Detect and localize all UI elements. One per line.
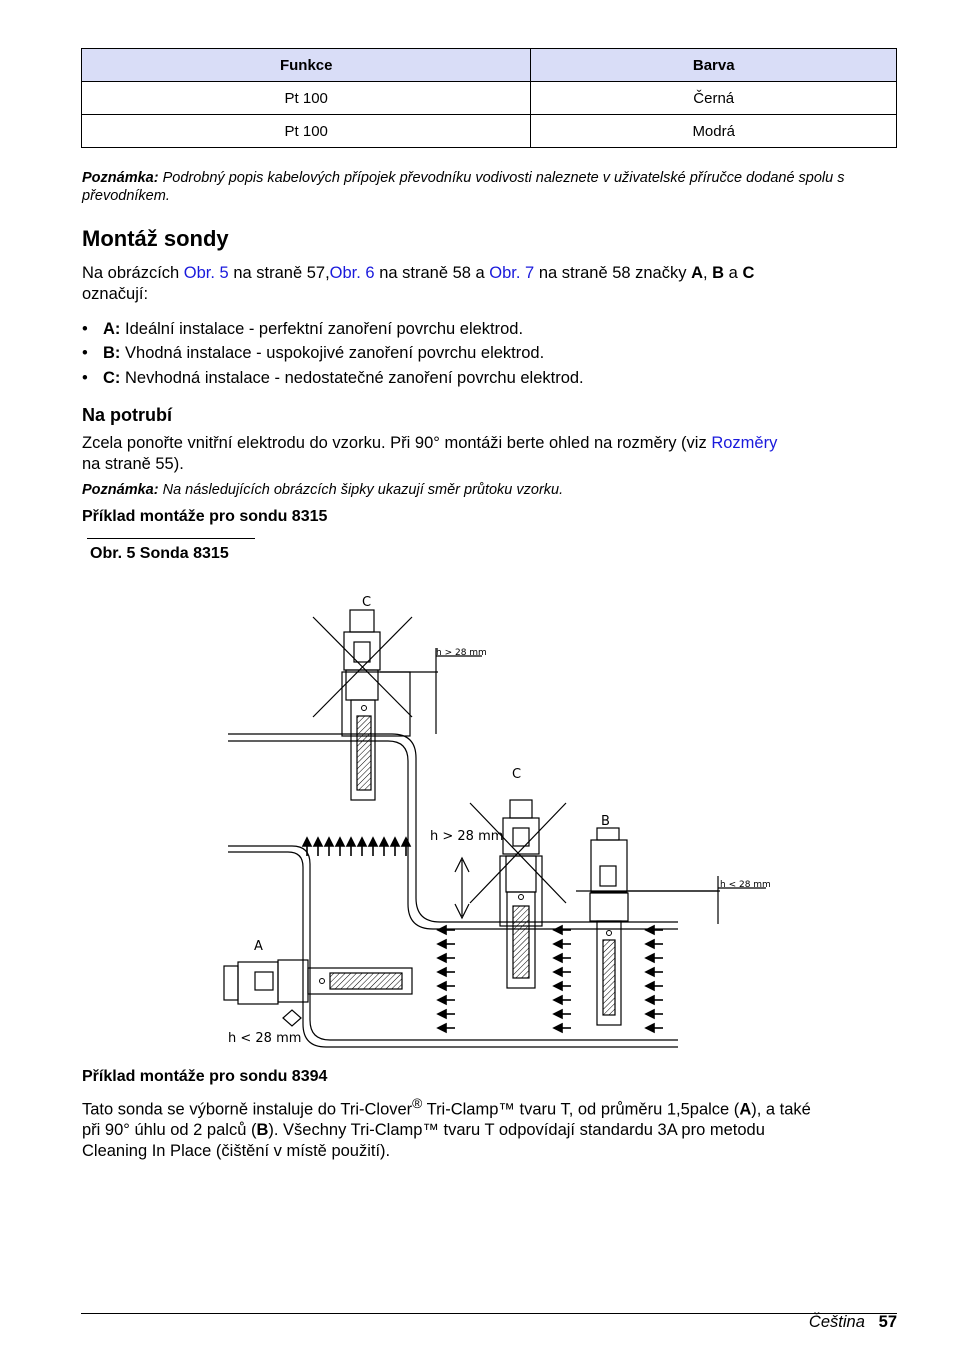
footer-rule bbox=[81, 1313, 897, 1314]
note-arrows bbox=[82, 481, 892, 499]
probe-b bbox=[590, 828, 766, 1025]
col-header-color: Barva bbox=[531, 49, 897, 82]
para-text: tvaru T, od průměru 1,5palce ( bbox=[514, 1100, 740, 1119]
pipe-wall bbox=[228, 846, 678, 1040]
para-text: ), a také bbox=[751, 1100, 811, 1119]
probe-c-top bbox=[313, 610, 482, 800]
trademark-mark: ™ bbox=[422, 1121, 439, 1139]
para-text: Tato sonda se výborně instaluje do Tri-Clover bbox=[82, 1100, 413, 1119]
intro-text: na straně 58 a bbox=[374, 264, 490, 282]
table-row bbox=[82, 82, 897, 115]
bullet-list bbox=[82, 320, 882, 393]
clamp-paragraph bbox=[82, 1094, 902, 1161]
flow-arrows-up bbox=[303, 838, 410, 856]
label-h-bottom: h < 28 mm bbox=[228, 1031, 302, 1046]
link-fig6[interactable]: Obr. 6 bbox=[329, 264, 375, 282]
mark-a: A bbox=[691, 264, 703, 282]
label-h-mid: h > 28 mm bbox=[430, 829, 504, 844]
example-heading-8394: Příklad montáže pro sondu 8394 bbox=[82, 1068, 328, 1085]
list-item bbox=[82, 369, 882, 393]
pipe-wall bbox=[228, 852, 678, 1047]
mark-a: A bbox=[739, 1100, 752, 1119]
label-a: A bbox=[254, 939, 263, 954]
mark-c: C bbox=[742, 264, 755, 282]
label-b: B bbox=[601, 814, 610, 829]
bullet-text: Nevhodná instalace - nedostatečné zanoření povrchu elektrod. bbox=[120, 368, 584, 387]
bullet-key: B: bbox=[103, 344, 121, 363]
example-heading-8315: Příklad montáže pro sondu 8315 bbox=[82, 508, 328, 525]
note-text: Podrobný popis kabelových přípojek převodníku vodivosti naleznete v uživatelské příručce dodané spolu s převodníkem. bbox=[82, 170, 845, 204]
bullet-dot: • bbox=[82, 320, 88, 338]
subsection-title: Na potrubí bbox=[82, 405, 172, 425]
para-text: tvaru T odpovídají standardu 3A pro metodu bbox=[438, 1121, 765, 1139]
col-header-function: Funkce bbox=[82, 49, 531, 82]
footer-language: Čeština bbox=[808, 1313, 865, 1331]
table-row bbox=[82, 115, 897, 148]
pipe-paragraph bbox=[82, 433, 882, 474]
label-h-top: h > 28 mm bbox=[436, 648, 487, 658]
section-title: Montáž sondy bbox=[82, 226, 229, 251]
table-cell: Pt 100 bbox=[82, 82, 531, 115]
bullet-key: A: bbox=[103, 320, 121, 338]
table-cell: Modrá bbox=[531, 115, 897, 148]
intro-text: na straně 58 značky bbox=[534, 264, 692, 282]
intro-paragraph bbox=[82, 263, 882, 304]
probe-c-middle bbox=[455, 800, 566, 988]
table-header-row bbox=[82, 49, 897, 82]
para-text: při 90° úhlu od 2 palců ( bbox=[82, 1121, 257, 1139]
intro-text: a bbox=[724, 264, 743, 282]
para-text: Tri-Clamp bbox=[422, 1100, 499, 1119]
para-text: ). Všechny Tri-Clamp bbox=[268, 1121, 423, 1139]
label-c-mid: C bbox=[512, 767, 522, 782]
label-c-top: C bbox=[362, 595, 372, 610]
pipe-wall bbox=[228, 734, 678, 922]
bullet-text: Ideální instalace - perfektní zanoření povrchu elektrod. bbox=[120, 320, 524, 338]
link-fig7[interactable]: Obr. 7 bbox=[489, 264, 535, 282]
note-label: Poznámka: bbox=[82, 482, 159, 498]
pipe-text: na straně 55). bbox=[82, 454, 184, 473]
color-table bbox=[81, 48, 897, 148]
probe-a bbox=[224, 960, 412, 1026]
label-h-right: h < 28 mm bbox=[720, 880, 771, 890]
intro-text: označují: bbox=[82, 284, 149, 303]
mark-b: B bbox=[256, 1121, 269, 1139]
pipe-text: Zcela ponořte vnitřní elektrodu do vzorku. Při 90° montáži berte ohled na rozměry (viz bbox=[82, 434, 712, 452]
list-item bbox=[82, 320, 882, 344]
figure-caption: Obr. 5 Sonda 8315 bbox=[90, 545, 229, 562]
table-cell: Černá bbox=[531, 82, 897, 115]
flow-arrows-left bbox=[438, 926, 663, 1032]
footer bbox=[809, 1313, 897, 1332]
intro-text: , bbox=[703, 264, 713, 282]
table-cell: Pt 100 bbox=[82, 115, 531, 148]
page-number: 57 bbox=[878, 1313, 897, 1331]
bullet-dot: • bbox=[82, 368, 88, 387]
bullet-text: Vhodná instalace - uspokojivé zanoření povrchu elektrod. bbox=[120, 344, 545, 363]
intro-text: na straně 57, bbox=[228, 264, 330, 282]
link-dimensions[interactable]: Rozměry bbox=[711, 434, 778, 452]
trademark-mark: ™ bbox=[498, 1100, 515, 1119]
note-cable bbox=[82, 169, 892, 205]
registered-mark: ® bbox=[412, 1096, 423, 1111]
caption-rule bbox=[87, 538, 255, 539]
mark-b: B bbox=[712, 264, 725, 282]
bullet-key: C: bbox=[103, 368, 121, 387]
para-text: Cleaning In Place (čištění v místě použití). bbox=[82, 1141, 391, 1160]
note-text: Na následujících obrázcích šipky ukazují směr průtoku vzorku. bbox=[162, 482, 564, 498]
note-label: Poznámka: bbox=[82, 170, 159, 186]
bullet-dot: • bbox=[82, 344, 88, 363]
list-item bbox=[82, 344, 882, 368]
intro-text: Na obrázcích bbox=[82, 264, 184, 282]
pipe-wall bbox=[228, 741, 678, 929]
link-fig5[interactable]: Obr. 5 bbox=[183, 264, 229, 282]
